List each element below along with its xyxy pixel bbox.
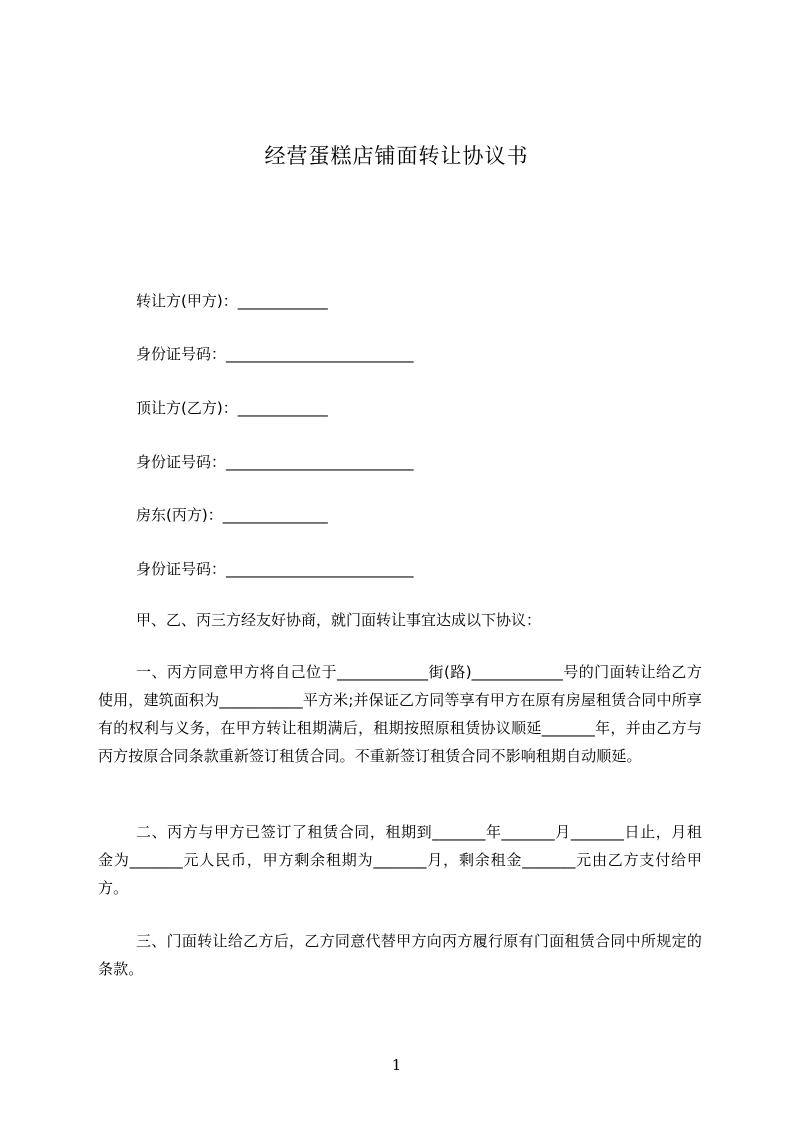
transferee-field: 顶让方(乙方)：____________ <box>136 399 328 417</box>
transferor-id-field: 身份证号码：_________________________ <box>136 345 414 363</box>
landlord-field: 房东(丙方)：______________ <box>136 506 328 524</box>
agreement-intro: 甲、乙、丙三方经友好协商，就门面转让事宜达成以下协议： <box>136 611 542 629</box>
clause-1: 一、丙方同意甲方将自己位于____________街(路)____________号的门面转让给乙方使用，建筑面积为___________平方米;并保证乙方同等享有甲方在原有房屋租赁合同中所享有的权利与义务，在甲方转让租期满后，租期按照原租赁协议顺延_______年，并由乙方与丙方按原合同条款重新签订租赁合同。不重新签订租赁合同不影响租期自动顺延。 <box>98 663 702 765</box>
page-number: 1 <box>391 1056 402 1074</box>
transferee-id-field: 身份证号码：_________________________ <box>136 453 414 471</box>
transferor-field: 转让方(甲方)：____________ <box>136 292 328 310</box>
clause-2: 二、丙方与甲方已签订了租赁合同，租期到_______年_______月_______日止，月租金为_______元人民币，甲方剩余租期为_______月，剩余租金_______元由乙方支付给甲方。 <box>98 823 702 897</box>
landlord-id-field: 身份证号码：_________________________ <box>136 560 414 578</box>
clause-3: 三、门面转让给乙方后，乙方同意代替甲方向丙方履行原有门面租赁合同中所规定的条款。 <box>98 932 702 978</box>
document-title: 经营蛋糕店铺面转让协议书 <box>264 144 529 168</box>
